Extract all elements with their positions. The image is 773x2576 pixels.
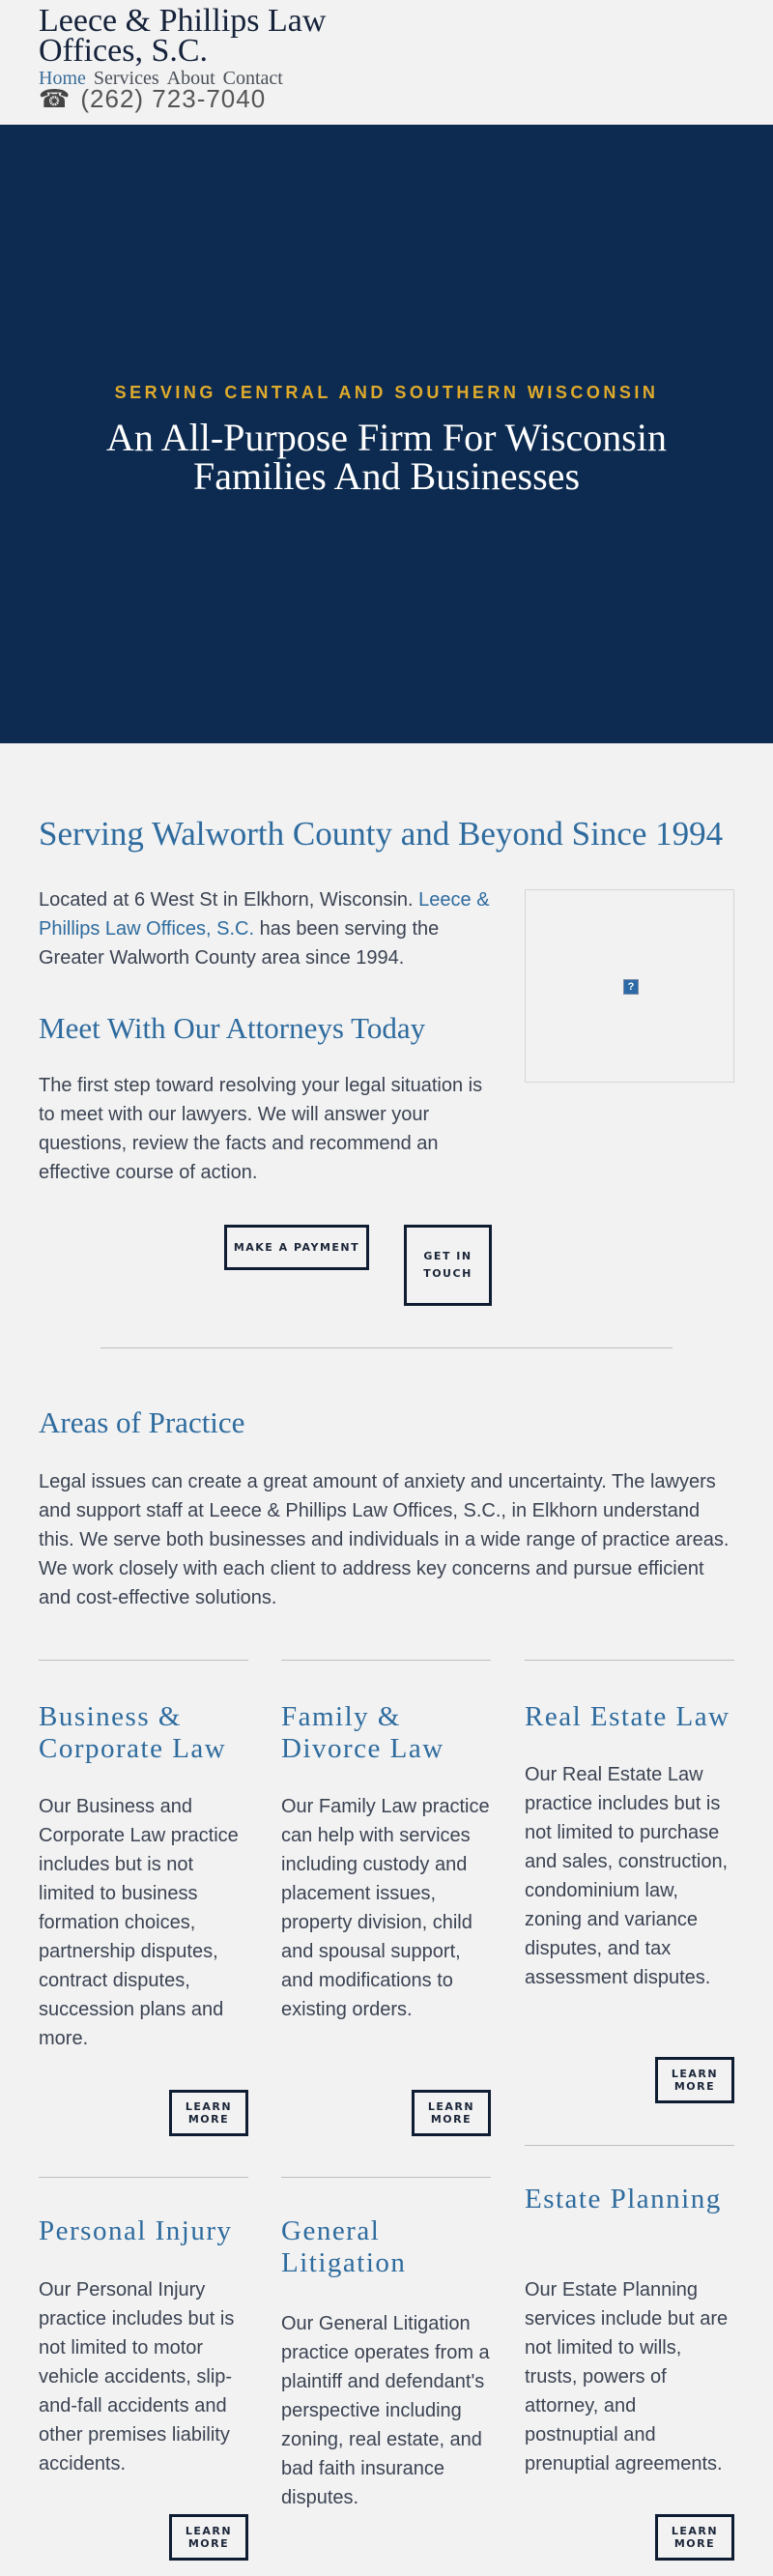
firm-link[interactable]: Leece & Phillips Law Offices, S.C. bbox=[39, 889, 490, 940]
card-text: Our Business and Corporate Law practice includes but is not limited to business formation choices, partnership disputes, contract disputes, succession plans and more. bbox=[39, 1796, 239, 2049]
learn-more-button[interactable]: LEARN MORE bbox=[655, 2514, 734, 2561]
card-rule bbox=[525, 2145, 734, 2146]
meet-title: Meet With Our Attorneys Today bbox=[39, 1011, 426, 1045]
card-text: Our Estate Planning services include but are not limited to wills, trusts, powers of attorney, and postnuptial and prenuptial agreements. bbox=[525, 2279, 729, 2475]
site-header bbox=[0, 0, 773, 125]
make-payment-button[interactable]: MAKE A PAYMENT bbox=[224, 1225, 369, 1270]
nav-services[interactable]: Services bbox=[93, 68, 159, 89]
nav-home[interactable]: Home bbox=[39, 68, 86, 89]
phone-number: (262) 723-7040 bbox=[80, 84, 267, 113]
card-title[interactable]: General Litigation bbox=[281, 2215, 407, 2278]
card-rule bbox=[281, 2177, 491, 2178]
practice-card-personal-injury bbox=[39, 2177, 248, 2550]
intro-text-before: Located at 6 West St in Elkhorn, Wisconsin. bbox=[39, 889, 419, 911]
hero-banner bbox=[0, 125, 773, 743]
learn-more-button[interactable]: LEARN MORE bbox=[169, 2090, 248, 2136]
card-title[interactable]: Family & Divorce Law bbox=[281, 1701, 444, 1764]
areas-title: Areas of Practice bbox=[39, 1405, 245, 1439]
areas-paragraph: Legal issues can create a great amount of anxiety and uncertainty. The lawyers and support staff at Leece & Phillips Law Offices, S.C., in Elkhorn understand this. We serve both businesses and individuals in a wide range of practice areas. We work closely with each client to address key concerns and pursue efficient and cost-effective solutions. bbox=[39, 1471, 730, 1608]
card-title[interactable]: Estate Planning bbox=[525, 2184, 722, 2214]
card-rule bbox=[39, 1660, 248, 1661]
card-title[interactable]: Business & Corporate Law bbox=[39, 1701, 227, 1764]
section-divider bbox=[100, 1347, 673, 1348]
intro-paragraph bbox=[39, 885, 498, 972]
hero-headline: An All-Purpose Firm For Wisconsin Families And Businesses bbox=[106, 416, 667, 498]
card-text: Our Real Estate Law practice includes but is not limited to purchase and sales, construction, condominium law, zoning and variance disputes, and tax assessment disputes. bbox=[525, 1764, 729, 1988]
meet-paragraph: The first step toward resolving your legal situation is to meet with our lawyers. We will answer your questions, review the facts and recommend an effective course of action. bbox=[39, 1075, 483, 1183]
get-in-touch-button[interactable]: GET IN TOUCH bbox=[404, 1225, 492, 1306]
learn-more-button[interactable]: LEARN MORE bbox=[655, 2057, 734, 2103]
intro-title: Serving Walworth County and Beyond Since 1994 bbox=[39, 815, 724, 853]
practice-card-family bbox=[281, 1660, 491, 2126]
practice-card-real-estate bbox=[525, 1660, 734, 2093]
learn-more-button[interactable]: LEARN MORE bbox=[169, 2514, 248, 2561]
card-title[interactable]: Real Estate Law bbox=[525, 1701, 730, 1732]
site-title[interactable]: Leece & Phillips Law Offices, S.C. bbox=[39, 3, 327, 69]
missing-image-icon: ? bbox=[623, 979, 639, 995]
card-title[interactable]: Personal Injury bbox=[39, 2215, 233, 2246]
nav-contact[interactable]: Contact bbox=[222, 68, 283, 89]
card-text: Our Personal Injury practice includes but is not limited to motor vehicle accidents, slip-and-fall accidents and other premises liability accidents. bbox=[39, 2279, 235, 2475]
card-text: Our General Litigation practice operates from a plaintiff and defendant's perspective including zoning, real estate, and bad faith insurance disputes. bbox=[281, 2313, 490, 2508]
card-rule bbox=[281, 1660, 491, 1661]
practice-card-estate-planning bbox=[525, 2145, 734, 2550]
intro-text-after: has been serving the Greater Walworth County area since 1994. bbox=[39, 918, 440, 969]
card-text: Our Family Law practice can help with services including custody and placement issues, property division, child and spousal support, and modifications to existing orders. bbox=[281, 1796, 490, 2020]
learn-more-button[interactable]: LEARN MORE bbox=[412, 2090, 491, 2136]
hero-eyebrow: SERVING CENTRAL AND SOUTHERN WISCONSIN bbox=[114, 383, 659, 402]
card-rule bbox=[525, 1660, 734, 1661]
telephone-icon: ☎ bbox=[39, 84, 72, 113]
practice-card-business bbox=[39, 1660, 248, 2126]
map-embed[interactable] bbox=[525, 889, 734, 1083]
phone-link[interactable] bbox=[39, 84, 266, 114]
practice-card-litigation bbox=[281, 2177, 491, 2508]
nav-about[interactable]: About bbox=[166, 68, 215, 89]
card-rule bbox=[39, 2177, 248, 2178]
